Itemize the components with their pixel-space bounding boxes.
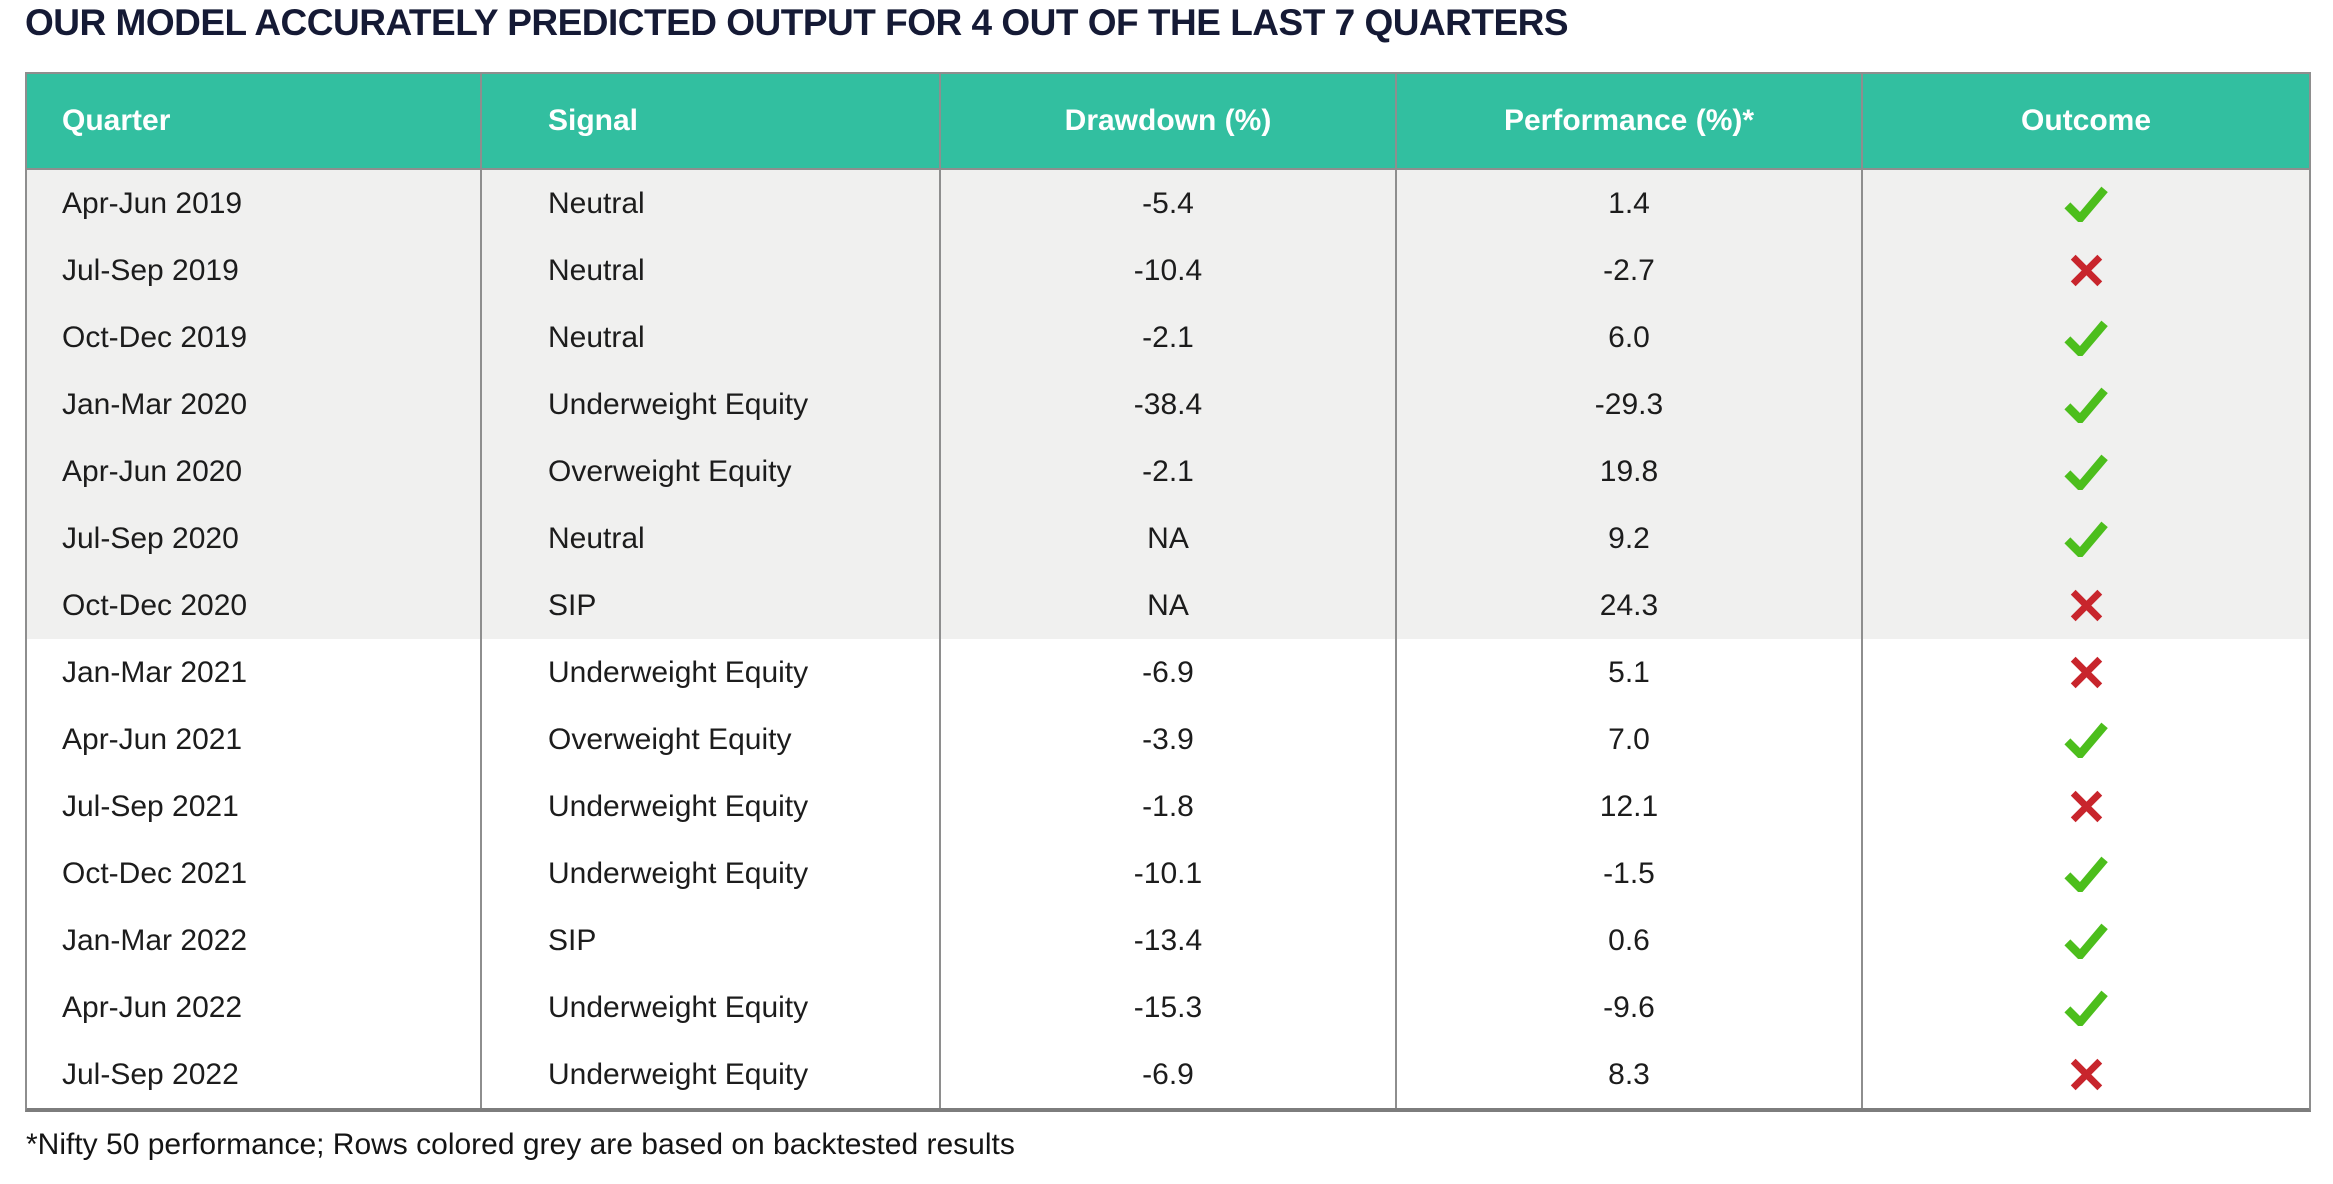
column-header-quarter: Quarter [27,74,482,168]
check-icon [2063,922,2109,959]
cell-drawdown: -5.4 [941,170,1397,237]
cross-icon [2068,252,2105,289]
cell-drawdown: -2.1 [941,438,1397,505]
cell-drawdown: NA [941,572,1397,639]
cell-signal: Neutral [482,304,941,371]
cell-quarter: Oct-Dec 2019 [27,304,482,371]
cell-performance: 5.1 [1397,639,1863,706]
footnote: *Nifty 50 performance; Rows colored grey are based on backtested results [26,1128,1015,1161]
cell-drawdown: -6.9 [941,1041,1397,1108]
cell-signal: Neutral [482,505,941,572]
cell-performance: 12.1 [1397,773,1863,840]
check-icon [2063,855,2109,892]
cell-performance: 7.0 [1397,706,1863,773]
table-row [27,572,2309,639]
cell-drawdown: -1.8 [941,773,1397,840]
cell-signal: Underweight Equity [482,371,941,438]
cell-performance: -9.6 [1397,974,1863,1041]
table-row [27,505,2309,572]
column-header-signal: Signal [482,74,941,168]
cell-signal: Overweight Equity [482,706,941,773]
cell-quarter: Jul-Sep 2022 [27,1041,482,1108]
cell-performance: 19.8 [1397,438,1863,505]
cell-outcome [1863,706,2309,773]
cell-outcome [1863,907,2309,974]
cell-signal: Underweight Equity [482,639,941,706]
page-title: OUR MODEL ACCURATELY PREDICTED OUTPUT FOR 4 OUT OF THE LAST 7 QUARTERS [25,2,1569,43]
cell-signal: Neutral [482,237,941,304]
column-header-outcome: Outcome [2020,104,2152,137]
cell-signal: Neutral [482,170,941,237]
cell-quarter: Oct-Dec 2020 [27,572,482,639]
column-header-drawdown: Drawdown (%) [941,74,1397,168]
cell-performance: 24.3 [1397,572,1863,639]
table-row [27,907,2309,974]
cell-outcome [1863,639,2309,706]
cell-signal: Underweight Equity [482,974,941,1041]
cell-quarter: Apr-Jun 2022 [27,974,482,1041]
cell-quarter: Jul-Sep 2020 [27,505,482,572]
cell-drawdown: -10.1 [941,840,1397,907]
cell-outcome [1863,304,2309,371]
cell-outcome [1863,1041,2309,1108]
check-icon [2063,520,2109,557]
table-row [27,1041,2309,1108]
cell-drawdown: -15.3 [941,974,1397,1041]
cell-performance: 1.4 [1397,170,1863,237]
table-row [27,371,2309,438]
cell-performance: -2.7 [1397,237,1863,304]
cell-quarter: Apr-Jun 2021 [27,706,482,773]
table-row [27,773,2309,840]
cell-quarter: Apr-Jun 2019 [27,170,482,237]
cell-quarter: Jul-Sep 2021 [27,773,482,840]
cell-drawdown: -13.4 [941,907,1397,974]
cell-outcome [1863,438,2309,505]
cell-outcome [1863,773,2309,840]
cell-quarter: Jan-Mar 2022 [27,907,482,974]
table-row [27,237,2309,304]
cell-performance: -1.5 [1397,840,1863,907]
check-icon [2063,185,2109,222]
cell-quarter: Apr-Jun 2020 [27,438,482,505]
cell-performance: 8.3 [1397,1041,1863,1108]
cell-signal: Underweight Equity [482,840,941,907]
table-body [27,170,2309,1108]
table-header-row [27,74,2309,170]
cell-performance: -29.3 [1397,371,1863,438]
cell-drawdown: -10.4 [941,237,1397,304]
cross-icon [2068,788,2105,825]
table-row [27,639,2309,706]
cell-signal: SIP [482,572,941,639]
table-row [27,974,2309,1041]
cell-outcome [1863,974,2309,1041]
check-icon [2063,989,2109,1026]
cell-performance: 0.6 [1397,907,1863,974]
cell-drawdown: NA [941,505,1397,572]
cell-quarter: Jan-Mar 2020 [27,371,482,438]
column-header-performance: Performance (%)* [1397,74,1863,168]
cell-outcome [1863,572,2309,639]
cross-icon [2068,654,2105,691]
cell-outcome [1863,237,2309,304]
predictions-table [25,72,2311,1112]
cell-quarter: Jul-Sep 2019 [27,237,482,304]
check-icon [2063,721,2109,758]
table-row [27,438,2309,505]
cell-quarter: Jan-Mar 2021 [27,639,482,706]
cell-drawdown: -3.9 [941,706,1397,773]
cell-outcome [1863,170,2309,237]
cell-signal: SIP [482,907,941,974]
cell-drawdown: -6.9 [941,639,1397,706]
cell-signal: Overweight Equity [482,438,941,505]
cell-performance: 9.2 [1397,505,1863,572]
cell-drawdown: -38.4 [941,371,1397,438]
cell-drawdown: -2.1 [941,304,1397,371]
cell-quarter: Oct-Dec 2021 [27,840,482,907]
check-icon [2063,453,2109,490]
cross-icon [2068,1056,2105,1093]
cell-performance: 6.0 [1397,304,1863,371]
check-icon [2063,319,2109,356]
table-row [27,706,2309,773]
table-row [27,170,2309,237]
table-row [27,840,2309,907]
cross-icon [2068,587,2105,624]
cell-outcome [1863,505,2309,572]
cell-outcome [1863,371,2309,438]
check-icon [2063,386,2109,423]
table-row [27,304,2309,371]
cell-signal: Underweight Equity [482,773,941,840]
cell-outcome [1863,840,2309,907]
cell-signal: Underweight Equity [482,1041,941,1108]
